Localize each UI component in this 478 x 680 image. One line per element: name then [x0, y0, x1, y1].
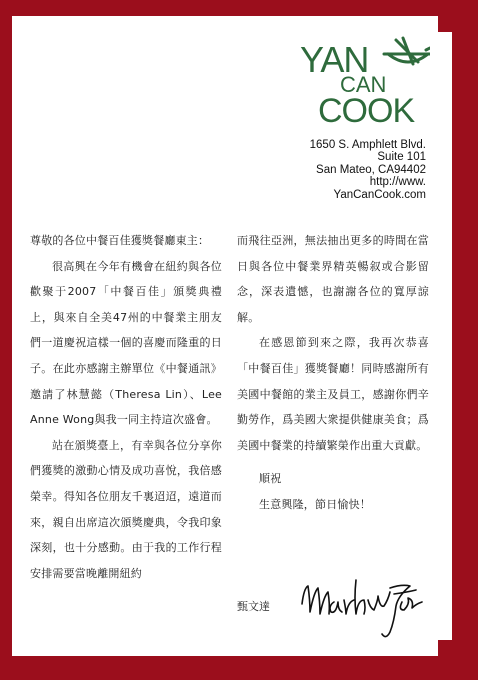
letter-paragraph-2-continued: 而飛往亞洲，無法抽出更多的時間在當日與各位中餐業界精英暢叙或合影留念，深表遺憾，也謝謝各位的寬厚諒解。 — [237, 234, 429, 324]
logo-line-can: CAN — [340, 72, 387, 97]
letter-closing-2: 生意興隆，節日愉快！ — [259, 497, 371, 511]
address-city: San Mateo, CA94402 — [316, 163, 426, 176]
corner-tab-top-right — [438, 16, 452, 32]
letter-closing-1: 順祝 — [259, 472, 282, 486]
wok-icon — [384, 38, 430, 64]
address-url-prefix[interactable]: http://www. — [369, 176, 426, 189]
address-street: 1650 S. Amphlett Blvd. — [309, 139, 426, 151]
letter-column-left — [30, 228, 222, 586]
logo-line-cook: COOK — [318, 92, 415, 126]
letter-paragraph-1: 很高興在今年有機會在紐約與各位歡聚于2007「中餐百佳」頒獎典禮上，與來自全美47州的中餐業主朋友們一道慶祝這樣一個的喜慶而隆重的日子。在此亦感謝主辦單位《中餐通訊》邀請了林慧懿（Theresa Lin）、Lee Anne Wong與我一同主持這次盛會。 — [30, 259, 222, 427]
letter-paragraph-3: 在感恩節到來之際，我再次恭喜「中餐百佳」獲獎餐廳！同時感謝所有美國中餐館的業主及員工，感謝你們辛勤勞作，爲美國大衆提供健康美食；爲美國中餐業的持續繁榮作出重大貢獻。 — [237, 336, 429, 452]
yan-can-cook-logo — [300, 36, 430, 126]
letter-paragraph-2: 站在頒獎臺上，有幸與各位分享你們獲獎的激動心情及成功喜悅，我倍感榮幸。得知各位朋友千裏迢迢，遠道而來，親自出席這次頒獎慶典，令我印象深刻，也十分感動。由于我的工作行程安排需要當晚離開紐約 — [30, 438, 222, 580]
letter-salutation: 尊敬的各位中餐百佳獲獎餐廳東主： — [30, 234, 210, 247]
letter-column-right — [237, 228, 429, 518]
corner-tab-bottom-right — [438, 640, 452, 656]
letter-sender-name: 甄文達 — [237, 600, 270, 613]
address-url[interactable]: YanCanCook.com — [333, 188, 426, 201]
address-block — [310, 139, 426, 201]
handwritten-signature — [298, 570, 428, 642]
logo-line-yan: YAN — [300, 39, 369, 80]
address-suite: Suite 101 — [377, 151, 426, 164]
